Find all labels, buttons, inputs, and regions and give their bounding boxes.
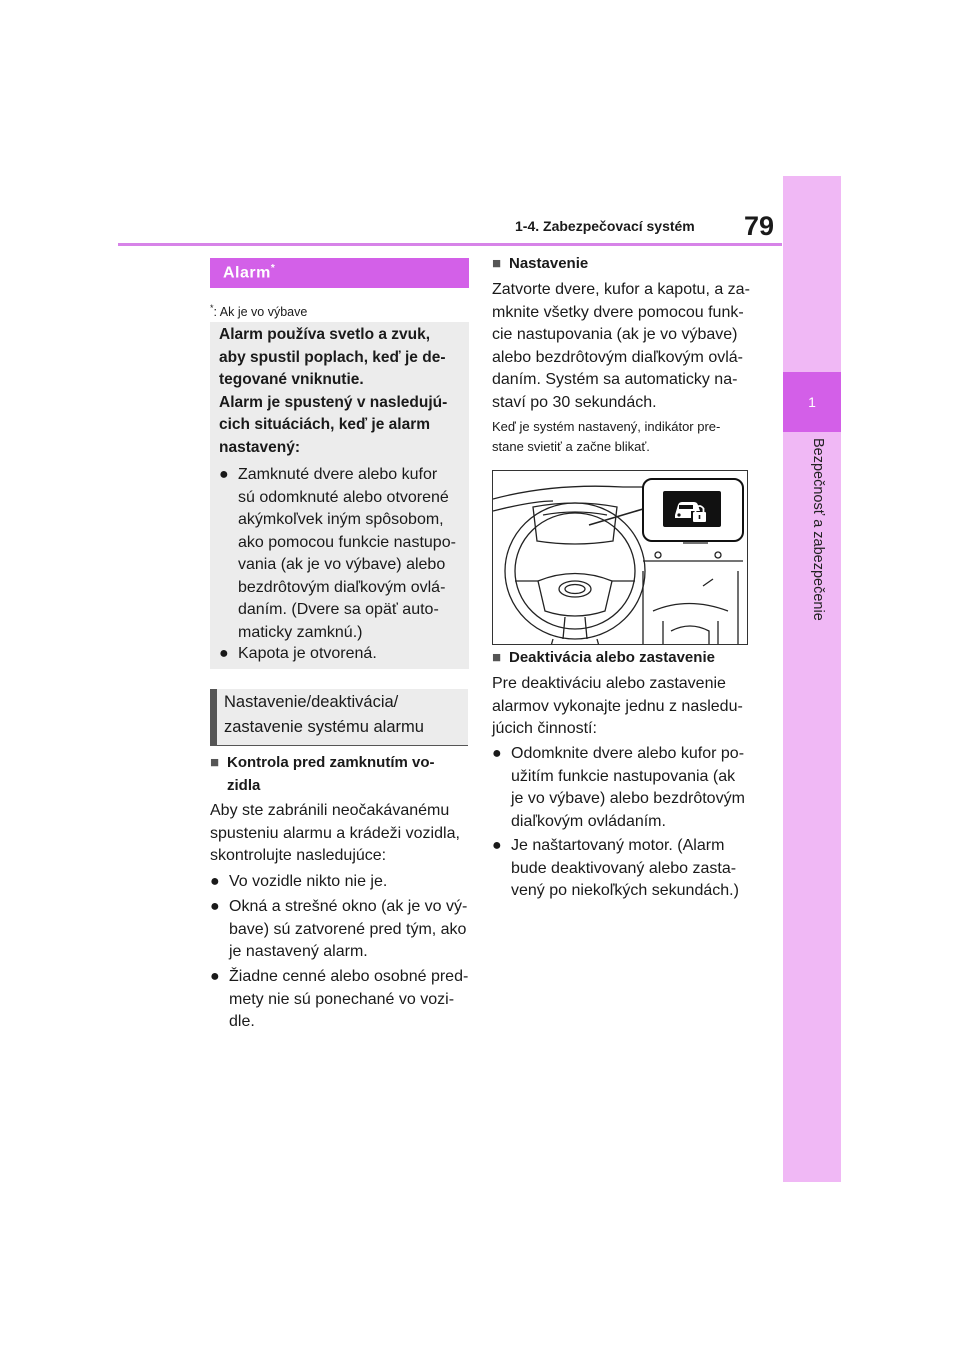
deactivation-paragraph	[492, 673, 760, 741]
info-line: nastavený:	[219, 438, 300, 456]
para-line: Aby ste zabránili neočakávanému	[210, 802, 450, 819]
setting-paragraph	[492, 279, 760, 414]
setting-heading	[492, 253, 752, 277]
bullet-line: ako pomocou funkcie nastupo-	[238, 533, 456, 551]
para-line: spusteniu alarmu a krádeži vozidla,	[210, 824, 460, 842]
alarm-heading-mark: *	[270, 263, 276, 274]
footnote-text: : Ak je vo výbave	[213, 305, 308, 320]
bullet-icon: ●	[219, 645, 229, 662]
dashboard-drawing	[493, 471, 748, 645]
check-heading	[210, 752, 470, 798]
bullet-line: je nastavený alarm.	[229, 943, 368, 960]
check-heading-line: zidla	[227, 776, 261, 794]
square-bullet-icon: ■	[492, 255, 502, 272]
footnote-mark: *	[210, 303, 214, 313]
setting-heading-text: Nastavenie	[509, 255, 589, 272]
setup-heading-line: Nastavenie/deaktivácia/	[224, 693, 399, 711]
chapter-tab	[783, 176, 841, 1182]
bullet-line: Kapota je otvorená.	[238, 645, 377, 662]
chapter-title: Bezpečnosť a zabezpečenie	[810, 438, 826, 621]
para-line: Zatvorte dvere, kufor a kapotu, a za-	[492, 281, 750, 298]
check-bullet-2	[210, 896, 475, 966]
bullet-line: mety nie sú ponechané vo vozi-	[229, 990, 455, 1008]
info-line: aby spustil poplach, keď je de-	[219, 348, 446, 366]
footnote	[210, 303, 307, 319]
check-bullet-1	[210, 871, 475, 895]
para-line: Pre deaktiváciu alebo zastavenie	[492, 675, 726, 692]
section-title: 1-4. Zabezpečovací systém	[515, 218, 695, 234]
info-line: tegované vniknutie.	[219, 371, 364, 388]
bullet-line: Žiadne cenné alebo osobné pred-	[229, 968, 469, 985]
dashboard-illustration	[492, 470, 748, 645]
bullet-icon: ●	[219, 466, 229, 483]
deactivation-heading-text: Deaktivácia alebo zastavenie	[509, 649, 715, 666]
alarm-heading	[210, 258, 469, 288]
info-line: Alarm používa svetlo a zvuk,	[219, 326, 431, 343]
square-bullet-icon: ■	[210, 754, 220, 771]
bullet-line: Vo vozidle nikto nie je.	[229, 873, 388, 890]
alarm-bullet-2	[219, 643, 469, 667]
bullet-line: sú odomknuté alebo otvorené	[238, 488, 449, 506]
bullet-icon: ●	[210, 968, 220, 985]
para-line: staví po 30 sekundách.	[492, 393, 657, 411]
bullet-line: bave) sú zatvorené pred tým, ako	[229, 920, 467, 938]
para-line: daním. Systém sa automaticky na-	[492, 371, 738, 388]
alarm-heading-text: Alarm	[223, 264, 271, 282]
header-divider	[118, 243, 782, 246]
setting-note	[492, 417, 760, 456]
setup-heading-line: zastavenie systému alarmu	[224, 717, 424, 736]
para-line: cie nastupovania (ak je vo výbave)	[492, 326, 738, 343]
para-line: mknite všetky dvere pomocou funk-	[492, 303, 744, 321]
bullet-line: užitím funkcie nastupovania (ak	[511, 767, 736, 785]
bullet-line: Je naštartovaný motor. (Alarm	[511, 837, 725, 854]
para-line: skontrolujte nasledujúce:	[210, 847, 387, 864]
bullet-line: vania (ak je vo výbave) alebo	[238, 556, 446, 573]
bullet-icon: ●	[210, 873, 220, 890]
square-bullet-icon: ■	[492, 649, 502, 666]
check-bullet-3	[210, 966, 475, 1036]
bullet-line: Odomknite dvere alebo kufor po-	[511, 745, 745, 762]
bullet-line: maticky zamknú.)	[238, 623, 363, 641]
para-line: alarmov vykonajte jednu z nasledu-	[492, 697, 743, 715]
check-paragraph	[210, 800, 475, 868]
para-line: júcich činností:	[492, 720, 597, 737]
check-heading-line: Kontrola pred zamknutím vo-	[227, 754, 435, 771]
bullet-icon: ●	[492, 745, 502, 762]
bullet-line: diaľkovým ovládaním.	[511, 812, 666, 830]
bullet-line: Zamknuté dvere alebo kufor	[238, 466, 438, 483]
alarm-info-text	[219, 324, 464, 459]
bullet-icon: ●	[492, 837, 502, 854]
note-line: Keď je systém nastavený, indikátor pre-	[492, 419, 721, 434]
para-line: alebo bezdrôtovým diaľkovým ovlá-	[492, 348, 743, 366]
bullet-line: je vo výbave) alebo bezdrôtovým	[511, 790, 745, 807]
bullet-line: bude deaktivovaný alebo zasta-	[511, 859, 737, 877]
deactivation-bullet-1	[492, 743, 760, 835]
bullet-icon: ●	[210, 898, 220, 915]
bullet-line: dle.	[229, 1013, 255, 1030]
alarm-bullet-1	[219, 464, 469, 654]
bullet-line: bezdrôtovým diaľkovým ovlá-	[238, 578, 446, 596]
info-line: Alarm je spustený v nasledujú-	[219, 393, 448, 411]
deactivation-heading	[492, 647, 752, 671]
bullet-line: daním. (Dvere sa opäť auto-	[238, 601, 439, 618]
bullet-line: akýmkoľvek iným spôsobom,	[238, 511, 444, 528]
deactivation-bullet-2	[492, 835, 760, 905]
bullet-line: vený po niekoľkých sekundách.)	[511, 882, 739, 899]
bullet-line: Okná a strešné okno (ak je vo vý-	[229, 898, 468, 915]
setup-heading	[224, 690, 464, 739]
info-line: cich situáciách, keď je alarm	[219, 416, 431, 433]
chapter-number: 1	[783, 372, 841, 432]
page-number: 79	[744, 211, 775, 241]
note-line: stane svietiť a začne blikať.	[492, 438, 650, 454]
